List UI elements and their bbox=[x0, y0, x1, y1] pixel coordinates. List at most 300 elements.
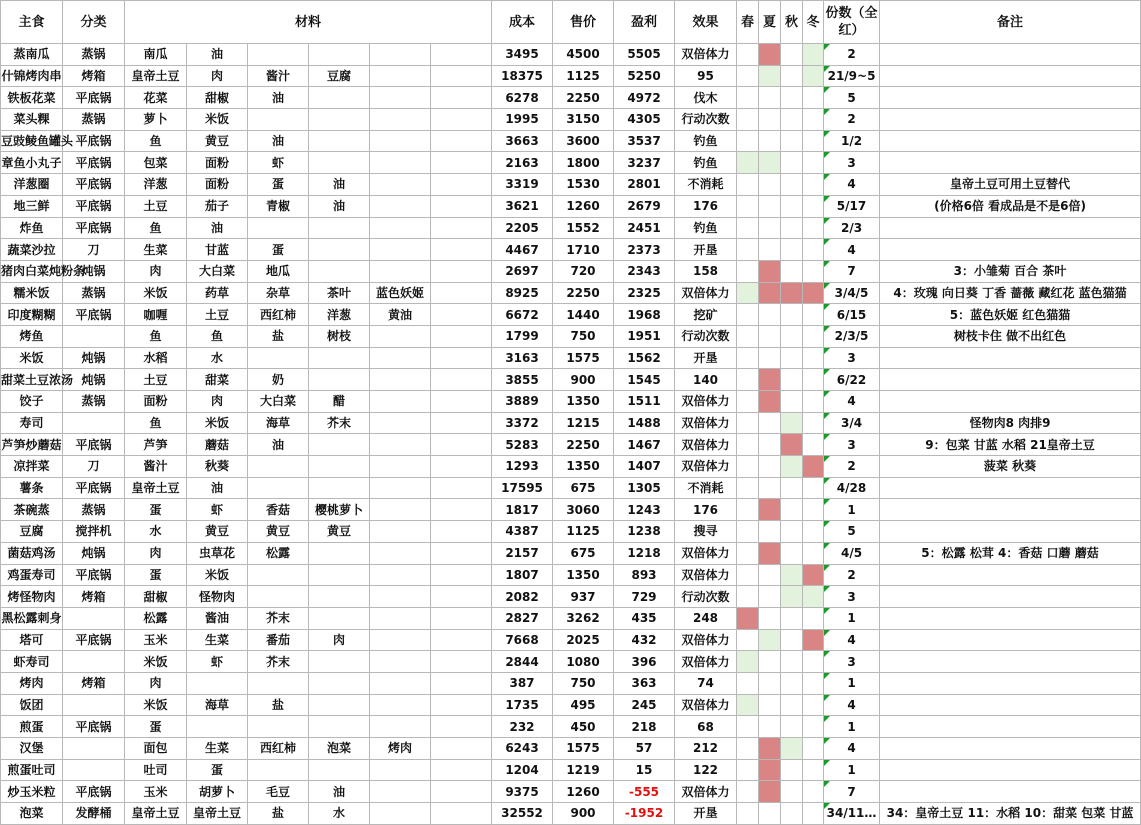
cell-material[interactable]: 水 bbox=[187, 347, 248, 369]
cell-category[interactable]: 炖锅 bbox=[63, 542, 125, 564]
cell-effect[interactable]: 行动次数 bbox=[675, 586, 737, 608]
cell-material[interactable] bbox=[431, 629, 492, 651]
cell-profit[interactable]: 1488 bbox=[614, 412, 675, 434]
cell-season-summer[interactable] bbox=[759, 174, 781, 196]
cell-note[interactable] bbox=[880, 391, 1141, 413]
cell-material[interactable] bbox=[309, 217, 370, 239]
cell-category[interactable]: 烤箱 bbox=[63, 672, 125, 694]
cell-material[interactable]: 虾 bbox=[187, 651, 248, 673]
cell-season-summer[interactable] bbox=[759, 521, 781, 543]
cell-season-winter[interactable] bbox=[803, 260, 824, 282]
cell-material[interactable]: 西红柿 bbox=[248, 738, 309, 760]
cell-material[interactable]: 皇帝土豆 bbox=[125, 803, 187, 825]
cell-profit[interactable]: 729 bbox=[614, 586, 675, 608]
cell-season-summer[interactable] bbox=[759, 738, 781, 760]
cell-material[interactable]: 生菜 bbox=[187, 629, 248, 651]
cell-portions[interactable]: 5/17 bbox=[824, 195, 880, 217]
cell-effect[interactable]: 双倍体力 bbox=[675, 629, 737, 651]
cell-price[interactable]: 3600 bbox=[553, 130, 614, 152]
cell-material[interactable]: 土豆 bbox=[125, 369, 187, 391]
cell-cost[interactable]: 8925 bbox=[492, 282, 553, 304]
cell-cost[interactable]: 1293 bbox=[492, 456, 553, 478]
cell-season-winter[interactable] bbox=[803, 456, 824, 478]
cell-dish[interactable]: 铁板花菜 bbox=[1, 87, 63, 109]
cell-material[interactable] bbox=[309, 87, 370, 109]
cell-season-spring[interactable] bbox=[737, 304, 759, 326]
cell-category[interactable]: 平底锅 bbox=[63, 152, 125, 174]
cell-material[interactable] bbox=[370, 325, 431, 347]
header-category[interactable]: 分类 bbox=[63, 1, 125, 44]
cell-season-winter[interactable] bbox=[803, 391, 824, 413]
cell-season-spring[interactable] bbox=[737, 369, 759, 391]
cell-material[interactable]: 水稻 bbox=[125, 347, 187, 369]
cell-dish[interactable]: 茶碗蒸 bbox=[1, 499, 63, 521]
cell-portions[interactable]: 1 bbox=[824, 499, 880, 521]
cell-dish[interactable]: 凉拌菜 bbox=[1, 456, 63, 478]
cell-season-autumn[interactable] bbox=[781, 44, 803, 66]
cell-price[interactable]: 1260 bbox=[553, 781, 614, 803]
cell-category[interactable]: 烤箱 bbox=[63, 65, 125, 87]
cell-category[interactable] bbox=[63, 412, 125, 434]
cell-profit[interactable]: 4972 bbox=[614, 87, 675, 109]
cell-material[interactable] bbox=[431, 477, 492, 499]
cell-season-spring[interactable] bbox=[737, 716, 759, 738]
cell-note[interactable] bbox=[880, 239, 1141, 261]
cell-dish[interactable]: 米饭 bbox=[1, 347, 63, 369]
cell-effect[interactable]: 212 bbox=[675, 738, 737, 760]
header-autumn[interactable]: 秋 bbox=[781, 1, 803, 44]
cell-material[interactable]: 米饭 bbox=[187, 412, 248, 434]
cell-portions[interactable]: 2 bbox=[824, 109, 880, 131]
cell-portions[interactable]: 6/22 bbox=[824, 369, 880, 391]
cell-note[interactable] bbox=[880, 759, 1141, 781]
cell-material[interactable] bbox=[370, 521, 431, 543]
cell-cost[interactable]: 232 bbox=[492, 716, 553, 738]
cell-season-autumn[interactable] bbox=[781, 564, 803, 586]
cell-price[interactable]: 1710 bbox=[553, 239, 614, 261]
cell-effect[interactable]: 开垦 bbox=[675, 239, 737, 261]
cell-profit[interactable]: 1951 bbox=[614, 325, 675, 347]
cell-season-summer[interactable] bbox=[759, 369, 781, 391]
cell-portions[interactable]: 3/4 bbox=[824, 412, 880, 434]
cell-material[interactable]: 吐司 bbox=[125, 759, 187, 781]
cell-material[interactable] bbox=[370, 217, 431, 239]
cell-price[interactable]: 2250 bbox=[553, 434, 614, 456]
cell-cost[interactable]: 17595 bbox=[492, 477, 553, 499]
cell-season-autumn[interactable] bbox=[781, 521, 803, 543]
cell-dish[interactable]: 印度糊糊 bbox=[1, 304, 63, 326]
cell-season-spring[interactable] bbox=[737, 759, 759, 781]
cell-note[interactable]: 菠菜 秋葵 bbox=[880, 456, 1141, 478]
cell-price[interactable]: 1350 bbox=[553, 456, 614, 478]
cell-material[interactable] bbox=[431, 434, 492, 456]
cell-material[interactable] bbox=[370, 672, 431, 694]
cell-material[interactable] bbox=[431, 781, 492, 803]
cell-material[interactable] bbox=[431, 803, 492, 825]
cell-material[interactable]: 油 bbox=[309, 195, 370, 217]
cell-price[interactable]: 2250 bbox=[553, 87, 614, 109]
cell-material[interactable]: 洋葱 bbox=[125, 174, 187, 196]
header-summer[interactable]: 夏 bbox=[759, 1, 781, 44]
cell-dish[interactable]: 虾寿司 bbox=[1, 651, 63, 673]
cell-season-summer[interactable] bbox=[759, 586, 781, 608]
cell-price[interactable]: 1350 bbox=[553, 564, 614, 586]
cell-price[interactable]: 1125 bbox=[553, 65, 614, 87]
cell-dish[interactable]: 煎蛋吐司 bbox=[1, 759, 63, 781]
cell-dish[interactable]: 洋葱圈 bbox=[1, 174, 63, 196]
cell-material[interactable]: 甜椒 bbox=[125, 586, 187, 608]
cell-material[interactable]: 南瓜 bbox=[125, 44, 187, 66]
cell-material[interactable] bbox=[309, 542, 370, 564]
cell-material[interactable]: 海草 bbox=[187, 694, 248, 716]
cell-season-summer[interactable] bbox=[759, 44, 781, 66]
cell-profit[interactable]: 57 bbox=[614, 738, 675, 760]
cell-cost[interactable]: 1204 bbox=[492, 759, 553, 781]
cell-price[interactable]: 720 bbox=[553, 260, 614, 282]
cell-material[interactable]: 豆腐 bbox=[309, 65, 370, 87]
cell-season-autumn[interactable] bbox=[781, 65, 803, 87]
cell-effect[interactable]: 行动次数 bbox=[675, 325, 737, 347]
cell-season-autumn[interactable] bbox=[781, 325, 803, 347]
cell-material[interactable] bbox=[431, 586, 492, 608]
cell-material[interactable] bbox=[431, 304, 492, 326]
cell-note[interactable] bbox=[880, 651, 1141, 673]
cell-season-winter[interactable] bbox=[803, 716, 824, 738]
cell-effect[interactable]: 176 bbox=[675, 499, 737, 521]
cell-profit[interactable]: 1218 bbox=[614, 542, 675, 564]
cell-effect[interactable]: 开垦 bbox=[675, 803, 737, 825]
cell-profit[interactable]: 1511 bbox=[614, 391, 675, 413]
cell-category[interactable] bbox=[63, 325, 125, 347]
cell-season-spring[interactable] bbox=[737, 629, 759, 651]
cell-price[interactable]: 2025 bbox=[553, 629, 614, 651]
cell-material[interactable] bbox=[431, 65, 492, 87]
cell-effect[interactable]: 95 bbox=[675, 65, 737, 87]
cell-material[interactable]: 油 bbox=[248, 87, 309, 109]
cell-material[interactable] bbox=[370, 499, 431, 521]
cell-portions[interactable]: 1 bbox=[824, 672, 880, 694]
cell-note[interactable] bbox=[880, 369, 1141, 391]
cell-material[interactable] bbox=[431, 44, 492, 66]
cell-material[interactable] bbox=[370, 412, 431, 434]
cell-season-autumn[interactable] bbox=[781, 109, 803, 131]
cell-season-winter[interactable] bbox=[803, 586, 824, 608]
cell-season-spring[interactable] bbox=[737, 607, 759, 629]
cell-cost[interactable]: 1817 bbox=[492, 499, 553, 521]
cell-category[interactable] bbox=[63, 694, 125, 716]
cell-material[interactable]: 油 bbox=[248, 130, 309, 152]
cell-material[interactable]: 番茄 bbox=[248, 629, 309, 651]
cell-material[interactable] bbox=[309, 347, 370, 369]
cell-price[interactable]: 900 bbox=[553, 369, 614, 391]
cell-material[interactable]: 香菇 bbox=[248, 499, 309, 521]
cell-material[interactable]: 怪物肉 bbox=[187, 586, 248, 608]
cell-dish[interactable]: 菌菇鸡汤 bbox=[1, 542, 63, 564]
cell-category[interactable]: 平底锅 bbox=[63, 564, 125, 586]
cell-season-autumn[interactable] bbox=[781, 174, 803, 196]
cell-material[interactable]: 米饭 bbox=[187, 109, 248, 131]
cell-season-autumn[interactable] bbox=[781, 456, 803, 478]
cell-material[interactable] bbox=[309, 672, 370, 694]
cell-category[interactable]: 平底锅 bbox=[63, 174, 125, 196]
cell-category[interactable]: 炖锅 bbox=[63, 347, 125, 369]
cell-material[interactable] bbox=[370, 434, 431, 456]
cell-portions[interactable]: 4 bbox=[824, 629, 880, 651]
cell-material[interactable]: 海草 bbox=[248, 412, 309, 434]
cell-season-autumn[interactable] bbox=[781, 499, 803, 521]
cell-season-autumn[interactable] bbox=[781, 434, 803, 456]
cell-dish[interactable]: 蔬菜沙拉 bbox=[1, 239, 63, 261]
cell-material[interactable]: 虫草花 bbox=[187, 542, 248, 564]
cell-season-autumn[interactable] bbox=[781, 195, 803, 217]
cell-cost[interactable]: 3495 bbox=[492, 44, 553, 66]
cell-portions[interactable]: 34/11… bbox=[824, 803, 880, 825]
cell-material[interactable] bbox=[248, 564, 309, 586]
cell-profit[interactable]: 5250 bbox=[614, 65, 675, 87]
cell-price[interactable]: 1530 bbox=[553, 174, 614, 196]
cell-material[interactable] bbox=[248, 109, 309, 131]
cell-season-spring[interactable] bbox=[737, 477, 759, 499]
cell-season-winter[interactable] bbox=[803, 109, 824, 131]
cell-material[interactable] bbox=[309, 564, 370, 586]
cell-material[interactable]: 米饭 bbox=[187, 564, 248, 586]
cell-cost[interactable]: 9375 bbox=[492, 781, 553, 803]
cell-season-summer[interactable] bbox=[759, 434, 781, 456]
cell-season-winter[interactable] bbox=[803, 217, 824, 239]
cell-note[interactable]: 4：玫瑰 向日葵 丁香 蔷薇 藏红花 蓝色猫猫 bbox=[880, 282, 1141, 304]
cell-material[interactable]: 肉 bbox=[125, 672, 187, 694]
cell-season-winter[interactable] bbox=[803, 759, 824, 781]
cell-season-summer[interactable] bbox=[759, 803, 781, 825]
cell-portions[interactable]: 5 bbox=[824, 521, 880, 543]
cell-season-autumn[interactable] bbox=[781, 412, 803, 434]
cell-material[interactable]: 肉 bbox=[187, 391, 248, 413]
cell-season-summer[interactable] bbox=[759, 109, 781, 131]
cell-cost[interactable]: 18375 bbox=[492, 65, 553, 87]
cell-season-autumn[interactable] bbox=[781, 716, 803, 738]
cell-season-spring[interactable] bbox=[737, 651, 759, 673]
cell-effect[interactable]: 伐木 bbox=[675, 87, 737, 109]
cell-material[interactable] bbox=[431, 738, 492, 760]
cell-effect[interactable]: 双倍体力 bbox=[675, 564, 737, 586]
cell-material[interactable] bbox=[309, 607, 370, 629]
cell-category[interactable]: 炖锅 bbox=[63, 369, 125, 391]
cell-cost[interactable]: 3855 bbox=[492, 369, 553, 391]
cell-cost[interactable]: 3319 bbox=[492, 174, 553, 196]
cell-profit[interactable]: 3537 bbox=[614, 130, 675, 152]
cell-price[interactable]: 3060 bbox=[553, 499, 614, 521]
cell-season-spring[interactable] bbox=[737, 260, 759, 282]
cell-season-autumn[interactable] bbox=[781, 738, 803, 760]
cell-category[interactable]: 蒸锅 bbox=[63, 44, 125, 66]
cell-material[interactable]: 西红柿 bbox=[248, 304, 309, 326]
cell-category[interactable]: 平底锅 bbox=[63, 304, 125, 326]
cell-material[interactable]: 水 bbox=[309, 803, 370, 825]
cell-material[interactable] bbox=[248, 44, 309, 66]
cell-portions[interactable]: 3 bbox=[824, 586, 880, 608]
cell-season-spring[interactable] bbox=[737, 672, 759, 694]
cell-cost[interactable]: 32552 bbox=[492, 803, 553, 825]
cell-effect[interactable]: 双倍体力 bbox=[675, 434, 737, 456]
cell-season-summer[interactable] bbox=[759, 130, 781, 152]
cell-portions[interactable]: 2/3 bbox=[824, 217, 880, 239]
cell-note[interactable] bbox=[880, 521, 1141, 543]
header-portions[interactable]: 份数（全红） bbox=[824, 1, 880, 44]
cell-material[interactable]: 玉米 bbox=[125, 781, 187, 803]
cell-material[interactable] bbox=[431, 651, 492, 673]
cell-season-winter[interactable] bbox=[803, 239, 824, 261]
cell-material[interactable]: 面粉 bbox=[187, 174, 248, 196]
cell-profit[interactable]: 2801 bbox=[614, 174, 675, 196]
cell-material[interactable]: 肉 bbox=[125, 260, 187, 282]
cell-material[interactable]: 肉 bbox=[187, 65, 248, 87]
cell-effect[interactable]: 不消耗 bbox=[675, 477, 737, 499]
cell-cost[interactable]: 2157 bbox=[492, 542, 553, 564]
cell-price[interactable]: 1350 bbox=[553, 391, 614, 413]
cell-portions[interactable]: 2/3/5 bbox=[824, 325, 880, 347]
cell-dish[interactable]: 薯条 bbox=[1, 477, 63, 499]
cell-dish[interactable]: 豆腐 bbox=[1, 521, 63, 543]
cell-material[interactable] bbox=[370, 651, 431, 673]
cell-material[interactable]: 鱼 bbox=[187, 325, 248, 347]
cell-portions[interactable]: 3 bbox=[824, 152, 880, 174]
cell-season-autumn[interactable] bbox=[781, 282, 803, 304]
cell-season-winter[interactable] bbox=[803, 803, 824, 825]
cell-note[interactable] bbox=[880, 607, 1141, 629]
cell-season-winter[interactable] bbox=[803, 629, 824, 651]
cell-material[interactable]: 甜椒 bbox=[187, 87, 248, 109]
cell-price[interactable]: 750 bbox=[553, 325, 614, 347]
cell-material[interactable] bbox=[370, 260, 431, 282]
cell-portions[interactable]: 4/5 bbox=[824, 542, 880, 564]
cell-effect[interactable]: 钓鱼 bbox=[675, 152, 737, 174]
cell-material[interactable]: 面粉 bbox=[125, 391, 187, 413]
cell-season-summer[interactable] bbox=[759, 499, 781, 521]
cell-material[interactable] bbox=[431, 87, 492, 109]
cell-note[interactable] bbox=[880, 130, 1141, 152]
cell-dish[interactable]: 烤怪物肉 bbox=[1, 586, 63, 608]
cell-material[interactable]: 皇帝土豆 bbox=[125, 65, 187, 87]
cell-season-summer[interactable] bbox=[759, 152, 781, 174]
cell-portions[interactable]: 7 bbox=[824, 781, 880, 803]
cell-season-spring[interactable] bbox=[737, 564, 759, 586]
cell-material[interactable] bbox=[309, 260, 370, 282]
cell-portions[interactable]: 2 bbox=[824, 564, 880, 586]
cell-dish[interactable]: 泡菜 bbox=[1, 803, 63, 825]
cell-material[interactable] bbox=[431, 195, 492, 217]
cell-price[interactable]: 1080 bbox=[553, 651, 614, 673]
cell-portions[interactable]: 6/15 bbox=[824, 304, 880, 326]
header-cost[interactable]: 成本 bbox=[492, 1, 553, 44]
cell-material[interactable]: 米饭 bbox=[125, 651, 187, 673]
cell-season-summer[interactable] bbox=[759, 781, 781, 803]
cell-note[interactable] bbox=[880, 217, 1141, 239]
cell-season-winter[interactable] bbox=[803, 694, 824, 716]
cell-season-winter[interactable] bbox=[803, 564, 824, 586]
cell-material[interactable] bbox=[187, 672, 248, 694]
cell-profit[interactable]: 5505 bbox=[614, 44, 675, 66]
cell-material[interactable] bbox=[431, 282, 492, 304]
cell-season-spring[interactable] bbox=[737, 174, 759, 196]
cell-dish[interactable]: 黑松露刺身 bbox=[1, 607, 63, 629]
cell-profit[interactable]: 432 bbox=[614, 629, 675, 651]
cell-season-summer[interactable] bbox=[759, 217, 781, 239]
cell-portions[interactable]: 4 bbox=[824, 174, 880, 196]
cell-season-autumn[interactable] bbox=[781, 651, 803, 673]
cell-category[interactable] bbox=[63, 607, 125, 629]
cell-material[interactable] bbox=[431, 391, 492, 413]
cell-cost[interactable]: 1807 bbox=[492, 564, 553, 586]
cell-season-autumn[interactable] bbox=[781, 130, 803, 152]
cell-season-winter[interactable] bbox=[803, 434, 824, 456]
cell-season-spring[interactable] bbox=[737, 282, 759, 304]
cell-material[interactable]: 胡萝卜 bbox=[187, 781, 248, 803]
cell-material[interactable] bbox=[370, 130, 431, 152]
cell-season-winter[interactable] bbox=[803, 521, 824, 543]
cell-season-autumn[interactable] bbox=[781, 391, 803, 413]
cell-note[interactable] bbox=[880, 347, 1141, 369]
cell-material[interactable] bbox=[370, 607, 431, 629]
cell-category[interactable]: 平底锅 bbox=[63, 87, 125, 109]
cell-material[interactable]: 地瓜 bbox=[248, 260, 309, 282]
cell-material[interactable] bbox=[248, 217, 309, 239]
cell-material[interactable]: 盐 bbox=[248, 325, 309, 347]
cell-price[interactable]: 750 bbox=[553, 672, 614, 694]
cell-cost[interactable]: 3621 bbox=[492, 195, 553, 217]
cell-material[interactable]: 蛋 bbox=[125, 716, 187, 738]
cell-material[interactable] bbox=[248, 347, 309, 369]
cell-note[interactable] bbox=[880, 499, 1141, 521]
cell-material[interactable]: 奶 bbox=[248, 369, 309, 391]
cell-price[interactable]: 675 bbox=[553, 477, 614, 499]
cell-profit[interactable]: 435 bbox=[614, 607, 675, 629]
cell-season-autumn[interactable] bbox=[781, 87, 803, 109]
cell-season-summer[interactable] bbox=[759, 325, 781, 347]
cell-material[interactable] bbox=[431, 694, 492, 716]
cell-season-summer[interactable] bbox=[759, 607, 781, 629]
cell-material[interactable]: 甜菜 bbox=[187, 369, 248, 391]
cell-profit[interactable]: -555 bbox=[614, 781, 675, 803]
cell-dish[interactable]: 炒玉米粒 bbox=[1, 781, 63, 803]
cell-dish[interactable]: 什锦烤肉串 bbox=[1, 65, 63, 87]
cell-price[interactable]: 450 bbox=[553, 716, 614, 738]
cell-material[interactable] bbox=[431, 217, 492, 239]
cell-season-spring[interactable] bbox=[737, 781, 759, 803]
cell-season-spring[interactable] bbox=[737, 434, 759, 456]
cell-material[interactable]: 酱汁 bbox=[125, 456, 187, 478]
cell-profit[interactable]: 1407 bbox=[614, 456, 675, 478]
cell-material[interactable]: 蛋 bbox=[187, 759, 248, 781]
cell-note[interactable] bbox=[880, 87, 1141, 109]
cell-material[interactable] bbox=[309, 152, 370, 174]
cell-material[interactable] bbox=[431, 174, 492, 196]
cell-material[interactable]: 土豆 bbox=[187, 304, 248, 326]
cell-price[interactable]: 1575 bbox=[553, 347, 614, 369]
cell-effect[interactable]: 搜寻 bbox=[675, 521, 737, 543]
cell-material[interactable] bbox=[248, 716, 309, 738]
cell-season-winter[interactable] bbox=[803, 44, 824, 66]
cell-category[interactable]: 平底锅 bbox=[63, 629, 125, 651]
cell-material[interactable]: 生菜 bbox=[125, 239, 187, 261]
cell-season-autumn[interactable] bbox=[781, 347, 803, 369]
header-price[interactable]: 售价 bbox=[553, 1, 614, 44]
cell-dish[interactable]: 饭团 bbox=[1, 694, 63, 716]
cell-season-spring[interactable] bbox=[737, 542, 759, 564]
cell-cost[interactable]: 3163 bbox=[492, 347, 553, 369]
cell-category[interactable] bbox=[63, 759, 125, 781]
cell-category[interactable]: 炖锅 bbox=[63, 260, 125, 282]
header-notes[interactable]: 备注 bbox=[880, 1, 1141, 44]
